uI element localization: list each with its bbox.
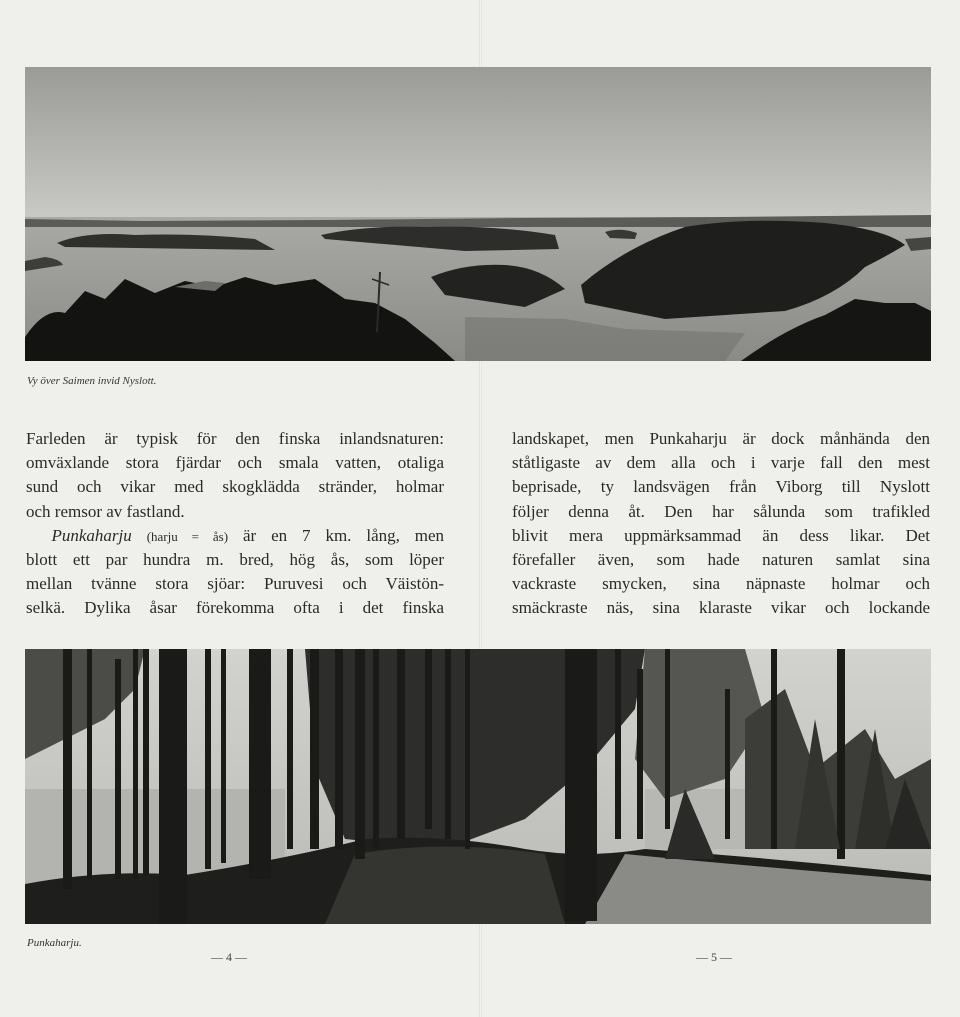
text-line: beprisade, ty landsvägen från Viborg till Nyslott (512, 477, 930, 497)
text-line: landskapet, men Punkaharju är dock månhända den (512, 429, 930, 448)
text-line (26, 524, 444, 548)
text-line: blott ett par hundra m. bred, hög ås, som löper (26, 549, 444, 569)
right-page-text (512, 427, 930, 621)
text-line: ståtligaste av dem alla och i varje fall den mest (512, 453, 930, 473)
text-line: selkä. Dylika åsar förekomma ofta i det finska (26, 598, 444, 618)
page-number-right: — 5 — (696, 950, 732, 964)
text-line: och remsor av fastland. (26, 501, 185, 521)
text-line: mellan tvänne stora sjöar: Puruvesi och Väistön- (26, 574, 444, 594)
bottom-photo-caption: Punkaharju. (27, 937, 82, 949)
left-page-text (26, 427, 444, 621)
text-line: Farleden är typisk för den finska inlandsnaturen: (26, 429, 444, 448)
text-line: smäckraste näs, sina klaraste vikar och lockande (512, 598, 930, 618)
pine-forest-ridge-photo (25, 649, 931, 924)
text-line: blivit mera uppmärksammad än dess likar. Det (512, 525, 930, 545)
gloss: (harju = ås) (146, 528, 229, 544)
text-line: sund och vikar med skogklädda stränder, holmar (26, 477, 444, 497)
place-name: Punkaharju (51, 525, 132, 545)
lake-panorama-photo (25, 67, 931, 361)
text-line: förefaller även, som hade naturen samlat sina (512, 549, 930, 569)
text-fragment: är en 7 km. lång, men (242, 525, 445, 545)
top-photo-caption: Vy över Saimen invid Nyslott. (27, 375, 157, 387)
page-number-left: — 4 — (211, 950, 247, 964)
text-line: följer denna åt. Den har sålunda som trafikled (512, 501, 930, 521)
text-line: vackraste smycken, sina näpnaste holmar och (512, 574, 930, 594)
text-line: omväxlande stora fjärdar och smala vatten, otaliga (26, 453, 444, 473)
